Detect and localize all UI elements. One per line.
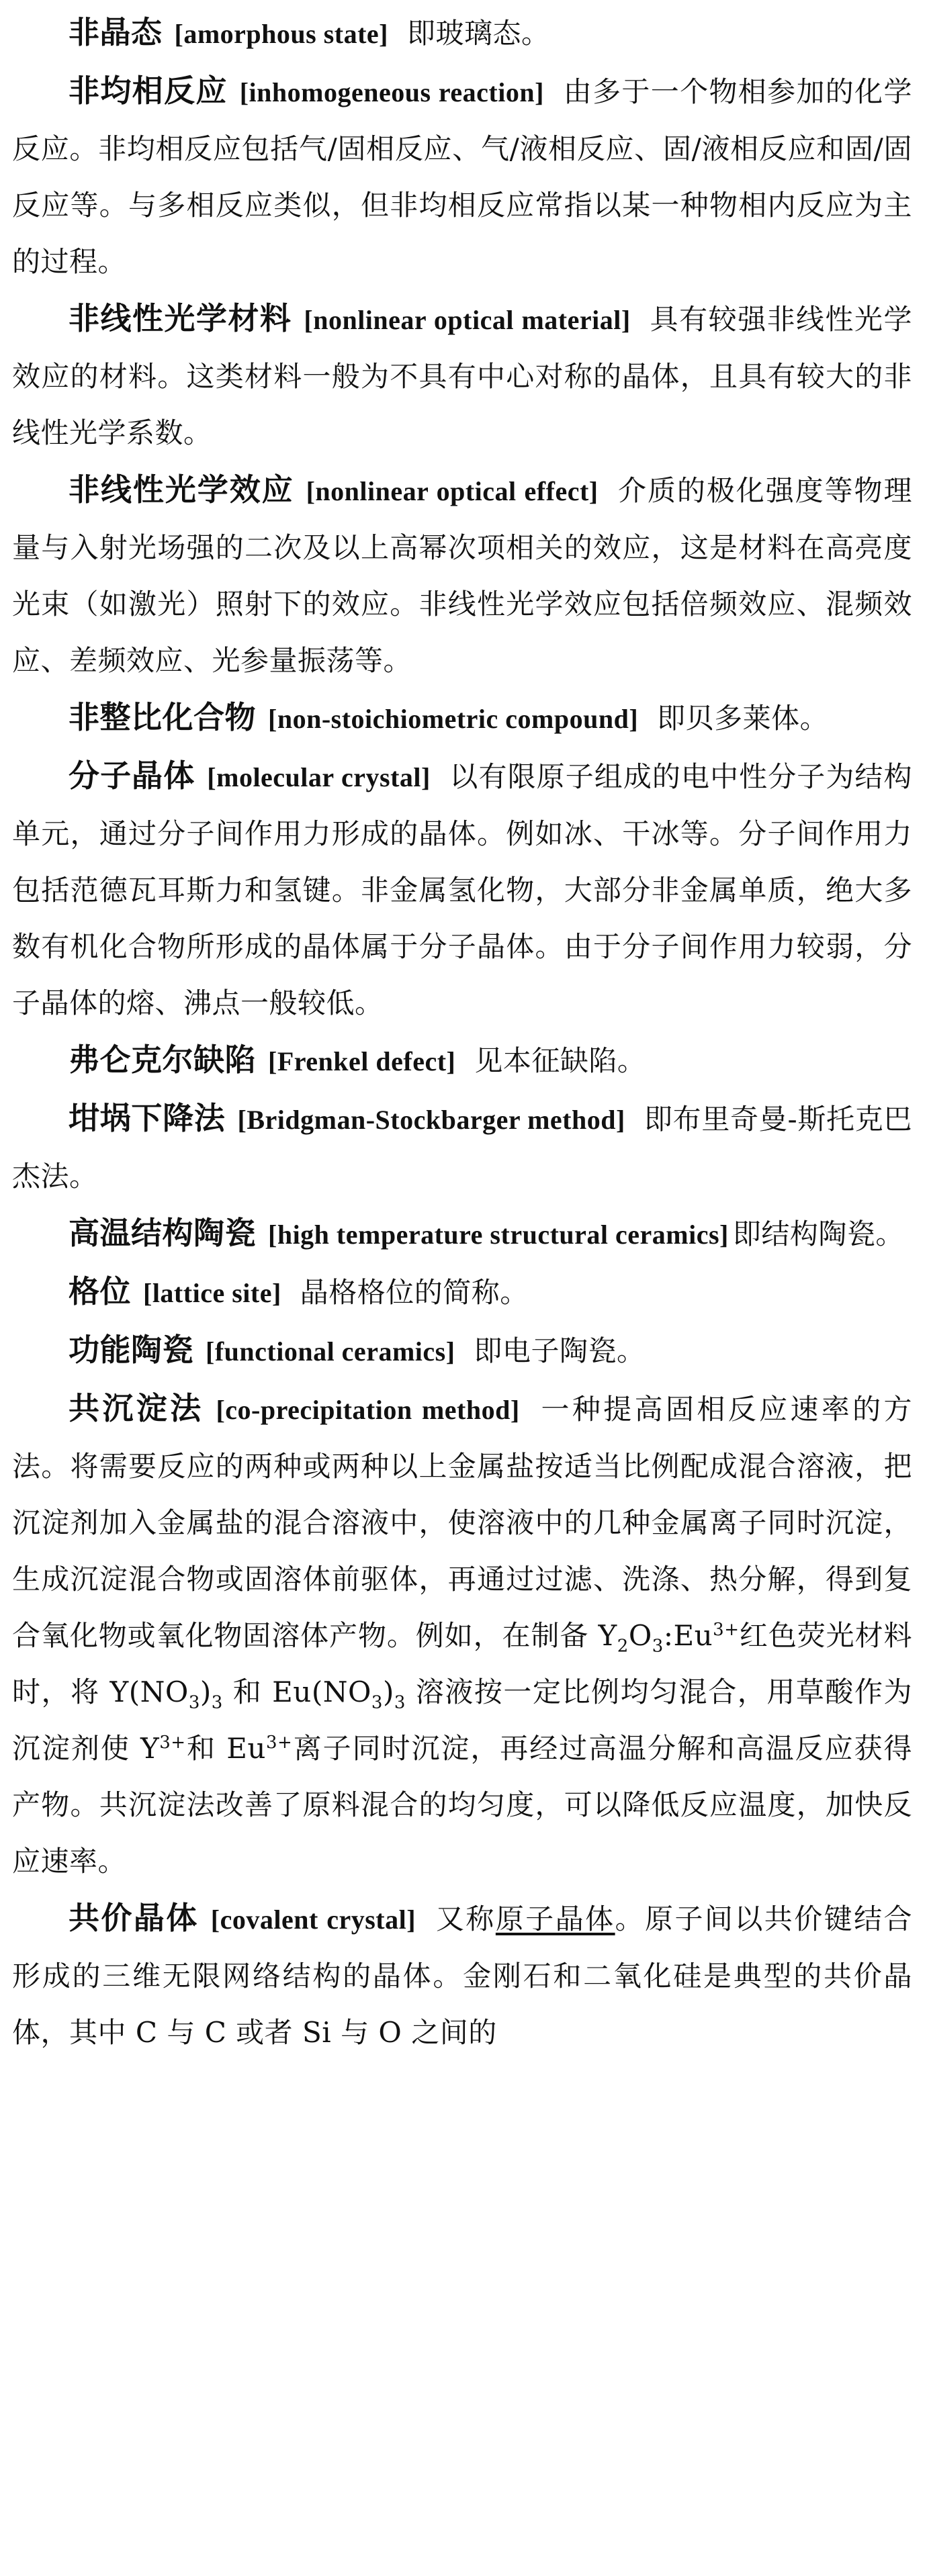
entry-definition-part: 一种提高固相反应速率的方法。将需要反应的两种或两种以上金属盐按适当比例配成混合溶液，把沉淀剂加入金属盐的混合溶液中，使溶液中的几种金属离子同时沉淀，生成沉淀混合物或固溶体前驱体，再通过过滤、洗涤、热分解，得到复合氧化物或氧化物固溶体产物。例如，在制备 Y — [12, 1393, 913, 1652]
entry-english: [nonlinear optical material] — [304, 305, 631, 335]
entry-co-precipitation-method — [12, 1380, 912, 1890]
entry-covalent-crystal — [12, 1890, 912, 2061]
entry-nonlinear-optical-material — [12, 290, 912, 461]
entry-definition: 由多于一个物相参加的化学反应。非均相反应包括气/固相反应、气/液相反应、固/液相反应和固/固反应等。与多相反应类似，但非均相反应常指以某一种物相内反应为主的过程。 — [12, 75, 912, 278]
entry-nonlinear-optical-effect — [12, 461, 912, 689]
entry-english: [amorphous state] — [174, 19, 388, 49]
entry-molecular-crystal — [12, 747, 912, 1031]
subscript: 3 — [371, 1692, 383, 1713]
entry-english: [Frenkel defect] — [268, 1046, 456, 1076]
formula-part: ) — [382, 1675, 394, 1708]
entry-term: 功能陶瓷 — [69, 1332, 193, 1368]
formula-part: :Eu — [663, 1619, 713, 1652]
entry-term: 共价晶体 — [69, 1900, 199, 1936]
entry-definition: 具有较强非线性光学效应的材料。这类材料一般为不具有中心对称的晶体，且具有较大的非线性光学系数。 — [12, 303, 912, 449]
entry-bridgman-stockbarger-method — [12, 1090, 912, 1205]
entry-functional-ceramics — [12, 1322, 912, 1380]
formula-part: ) — [200, 1675, 212, 1708]
entry-term: 共沉淀法 — [69, 1390, 204, 1426]
subscript: 3 — [652, 1636, 664, 1657]
subscript: 3 — [188, 1692, 200, 1713]
entry-definition: 介质的极化强度等物理量与入射光场强的二次及以上高幂次项相关的效应，这是材料在高亮度光束（如激光）照射下的效应。非线性光学效应包括倍频效应、混频效应、差频效应、光参量振荡等。 — [12, 474, 912, 677]
entry-definition-part: 。原子间以共价键结合形成的三维无限网络结构的晶体。金刚石和二氧化硅是典型的共价晶体，其中 C 与 C 或者 Si 与 O 之间的 — [12, 1902, 912, 2049]
entry-english: [non-stoichiometric compound] — [268, 704, 639, 734]
subscript: 3 — [394, 1692, 406, 1713]
entry-definition-part: 和 Eu(NO — [222, 1675, 371, 1708]
entry-term: 弗仑克尔缺陷 — [69, 1042, 256, 1078]
entry-term: 高温结构陶瓷 — [69, 1215, 256, 1251]
entry-definition: 即电子陶瓷。 — [474, 1334, 646, 1367]
entry-english: [high temperature structural ceramics] — [268, 1220, 729, 1250]
entry-definition: 晶格格位的简称。 — [300, 1276, 529, 1309]
entry-definition-part: 溶液按一定比例均匀混合，用草酸作为沉淀剂使 Y — [12, 1675, 912, 1765]
entry-definition-part: 红色荧光材料时，将 Y(NO — [12, 1619, 912, 1708]
entry-definition: 即布里奇曼-斯托克巴杰法。 — [12, 1103, 912, 1193]
entry-english: [functional ceramics] — [206, 1336, 455, 1367]
entry-term: 非均相反应 — [69, 73, 228, 109]
entry-english: [inhomogeneous reaction] — [239, 77, 544, 107]
subscript: 3 — [211, 1692, 223, 1713]
subscript: 2 — [617, 1636, 629, 1657]
entry-english: [lattice site] — [143, 1278, 281, 1308]
entry-term: 格位 — [69, 1273, 131, 1309]
entry-term: 非整比化合物 — [69, 699, 256, 735]
entry-term: 坩埚下降法 — [69, 1100, 226, 1136]
entry-term: 分子晶体 — [69, 757, 195, 794]
entry-definition: 见本征缺陷。 — [474, 1044, 646, 1077]
entry-inhomogeneous-reaction — [12, 62, 912, 290]
entry-amorphous-state — [12, 4, 912, 62]
entry-definition-part: 离子同时沉淀，再经过高温分解和高温反应获得产物。共沉淀法改善了原料混合的均匀度，可以降低反应温度，加快反应速率。 — [12, 1732, 912, 1878]
entry-definition: 即玻璃态。 — [406, 17, 550, 50]
superscript: 3+ — [265, 1733, 293, 1753]
entry-term: 非线性光学材料 — [69, 300, 292, 336]
entry-english: [covalent crystal] — [210, 1904, 416, 1935]
entry-english: [Bridgman-Stockbarger method] — [237, 1105, 625, 1135]
entry-non-stoichiometric-compound — [12, 689, 912, 747]
superscript: 3+ — [159, 1733, 186, 1753]
entry-english: [co-precipitation method] — [216, 1395, 520, 1425]
cross-reference-link[interactable]: 原子晶体 — [495, 1902, 615, 1935]
entry-english: [nonlinear optical effect] — [306, 476, 599, 506]
entry-definition: 以有限原子组成的电中性分子为结构单元，通过分子间作用力形成的晶体。例如冰、干冰等。分子间作用力包括范德瓦耳斯力和氢键。非金属氢化物，大部分非金属单质，绝大多数有机化合物所形成的晶体属于分子晶体。由于分子间作用力较弱，分子晶体的熔、沸点一般较低。 — [12, 760, 913, 1019]
entry-lattice-site — [12, 1263, 912, 1322]
entry-term: 非晶态 — [69, 14, 163, 50]
formula-part: O — [628, 1619, 652, 1652]
entry-english: [molecular crystal] — [207, 762, 431, 792]
entry-definition: 即贝多莱体。 — [657, 702, 829, 735]
entry-high-temperature-structural-ceramics — [12, 1205, 912, 1263]
dictionary-page — [12, 0, 912, 2061]
superscript: 3+ — [713, 1620, 740, 1640]
entry-definition: 即结构陶瓷。 — [732, 1217, 904, 1250]
entry-definition-part: 和 Eu — [185, 1732, 266, 1765]
entry-term: 非线性光学效应 — [69, 471, 294, 508]
entry-definition-part: 又称 — [435, 1902, 496, 1935]
entry-frenkel-defect — [12, 1031, 912, 1090]
